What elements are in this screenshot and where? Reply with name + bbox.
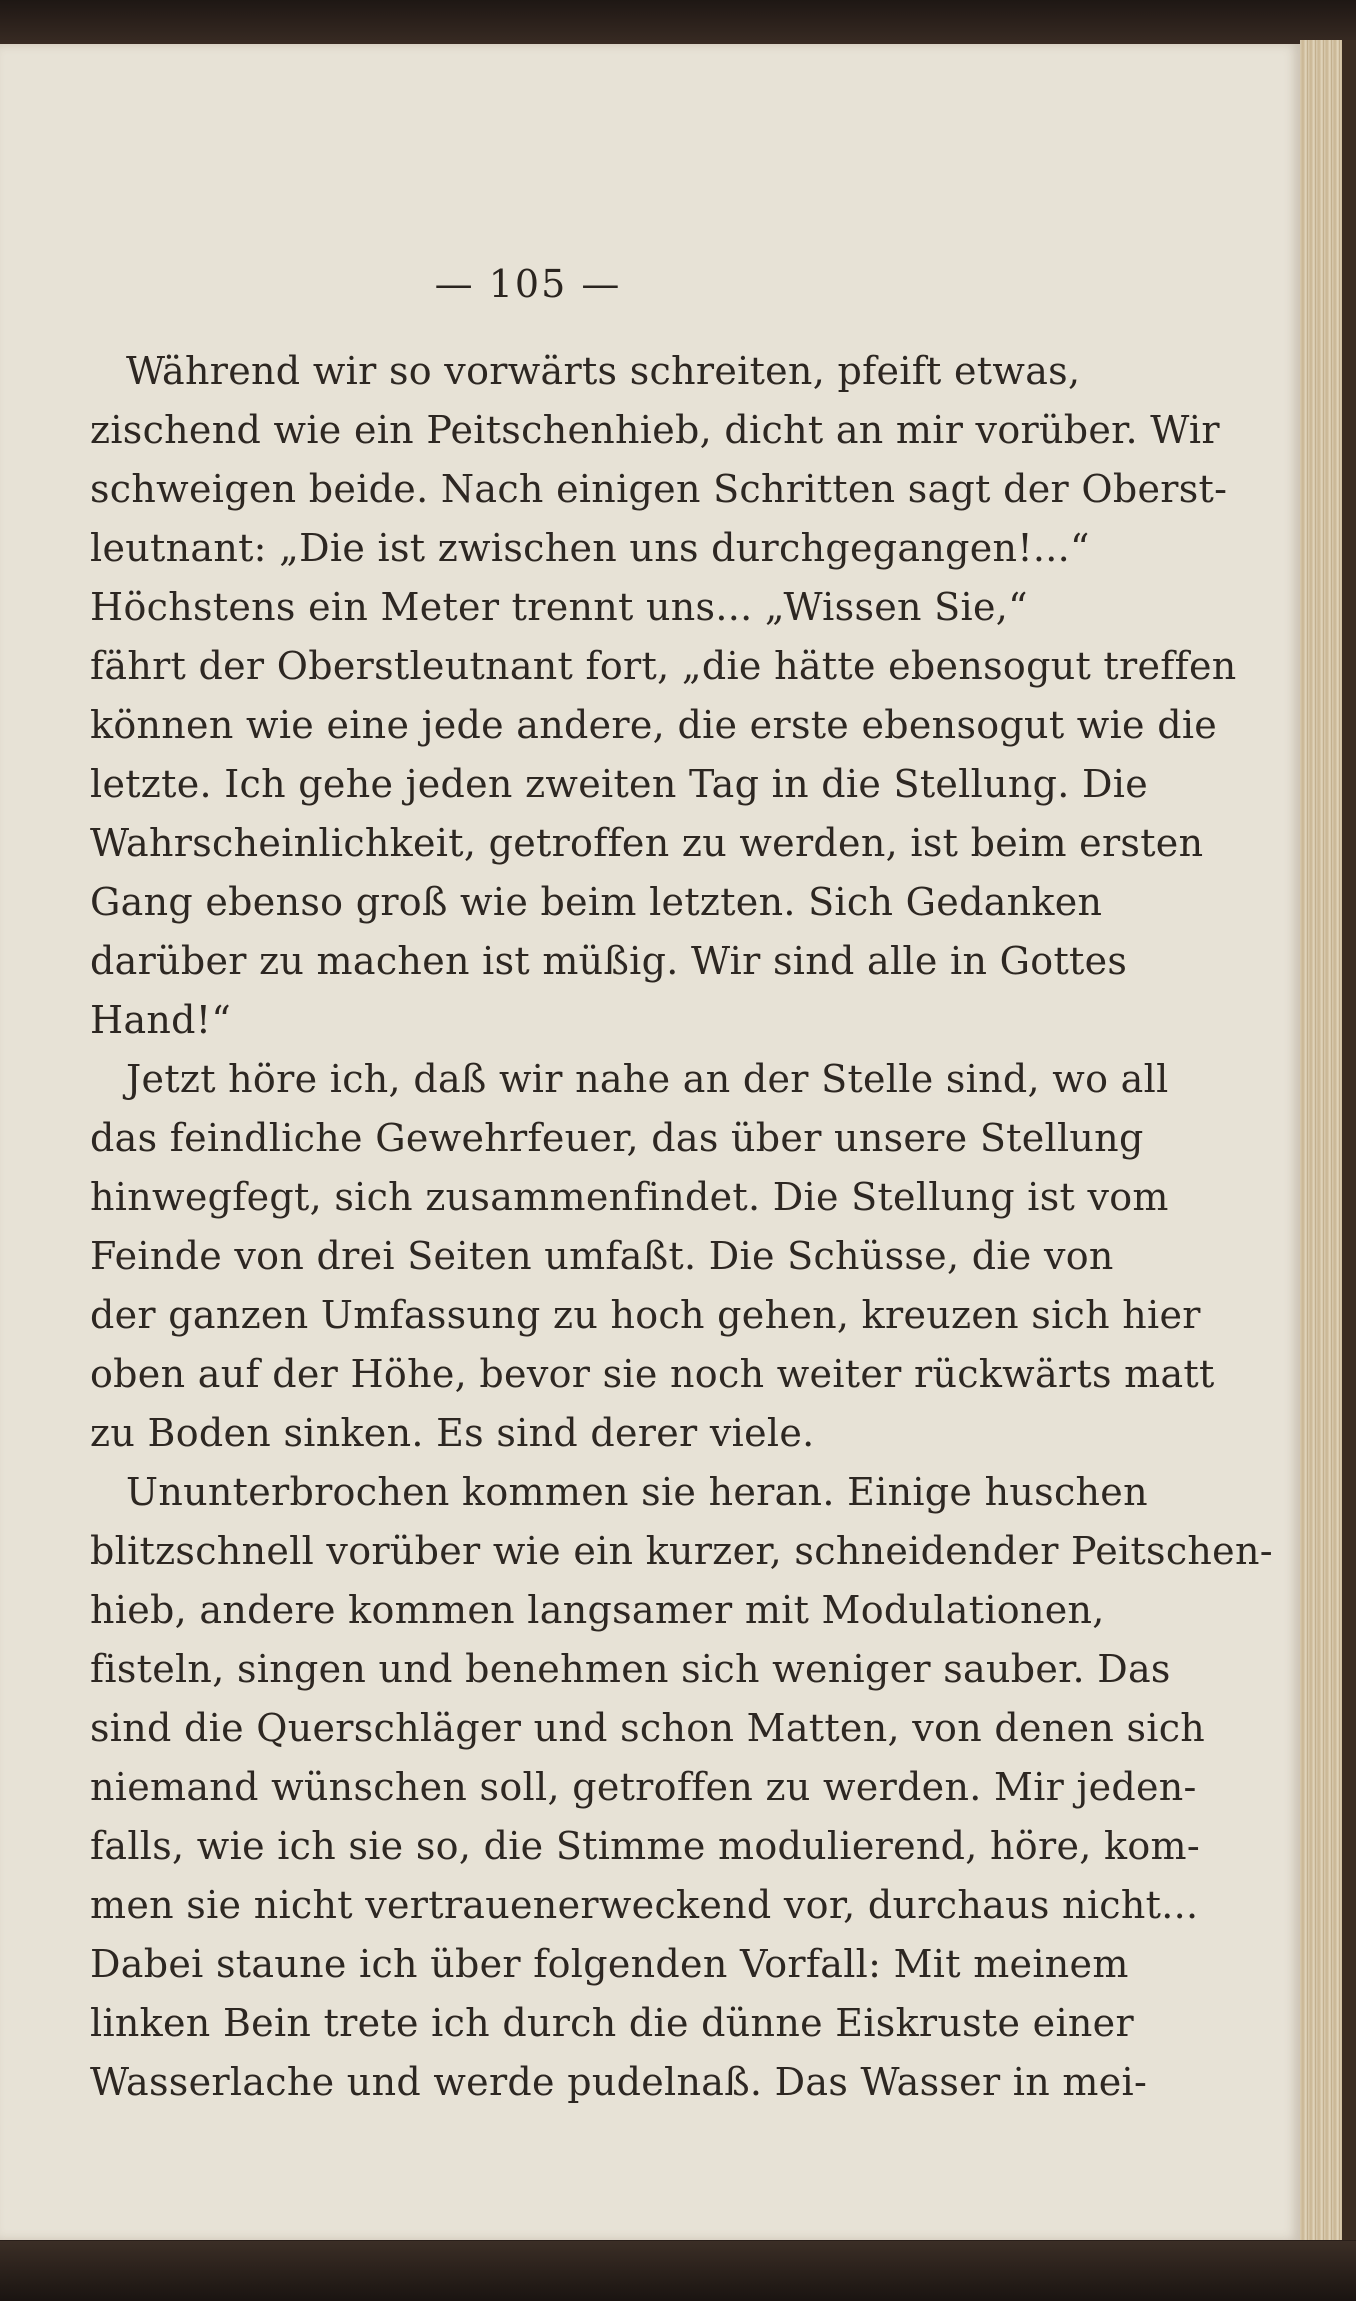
text-line: das feindliche Gewehrfeuer, das über unsere Stellung [90, 1116, 1144, 1160]
text-line: letzte. Ich gehe jeden zweiten Tag in die Stellung. Die [90, 762, 1149, 806]
text-line: Dabei staune ich über folgenden Vorfall: Mit meinem [90, 1942, 1129, 1986]
text-block [90, 342, 1273, 2112]
text-line: blitzschnell vorüber wie ein kurzer, schneidender Peitschen- [90, 1529, 1273, 1573]
book-page [0, 44, 1300, 2240]
text-line: der ganzen Umfassung zu hoch gehen, kreuzen sich hier [90, 1293, 1201, 1337]
text-line: leutnant: „Die ist zwischen uns durchgegangen!...“ [90, 526, 1090, 570]
page-stack-edge [1300, 40, 1356, 2240]
text-line: Feinde von drei Seiten umfaßt. Die Schüsse, die von [90, 1234, 1114, 1278]
text-line: niemand wünschen soll, getroffen zu werden. Mir jeden- [90, 1765, 1197, 1809]
text-line: Während wir so vorwärts schreiten, pfeift etwas, [126, 349, 1081, 393]
text-line: zischend wie ein Peitschenhieb, dicht an mir vorüber. Wir [90, 408, 1220, 452]
text-line: sind die Querschläger und schon Matten, von denen sich [90, 1706, 1206, 1750]
text-line: linken Bein trete ich durch die dünne Eiskruste einer [90, 2001, 1134, 2045]
text-line: Höchstens ein Meter trennt uns... „Wissen Sie,“ [90, 585, 1028, 629]
book-top-edge [0, 0, 1356, 48]
book-bottom-edge [0, 2241, 1356, 2301]
text-line: Wasserlache und werde pudelnaß. Das Wasser in mei- [90, 2060, 1148, 2104]
text-line: darüber zu machen ist müßig. Wir sind alle in Gottes [90, 939, 1128, 983]
text-line: zu Boden sinken. Es sind derer viele. [90, 1411, 815, 1455]
text-line: Ununterbrochen kommen sie heran. Einige huschen [126, 1470, 1148, 1514]
text-line: fährt der Oberstleutnant fort, „die hätte ebensogut treffen [90, 644, 1237, 688]
text-line: schweigen beide. Nach einigen Schritten sagt der Oberst- [90, 467, 1228, 511]
text-line: oben auf der Höhe, bevor sie noch weiter rückwärts matt [90, 1352, 1215, 1396]
text-line: hieb, andere kommen langsamer mit Modulationen, [90, 1588, 1105, 1632]
text-line: hinwegfegt, sich zusammenfindet. Die Stellung ist vom [90, 1175, 1169, 1219]
text-line: Hand!“ [90, 998, 232, 1042]
text-line: falls, wie ich sie so, die Stimme modulierend, höre, kom- [90, 1824, 1200, 1868]
text-line: men sie nicht vertrauenerweckend vor, durchaus nicht... [90, 1883, 1199, 1927]
text-line: Wahrscheinlichkeit, getroffen zu werden, ist beim ersten [90, 821, 1204, 865]
text-line: Jetzt höre ich, daß wir nahe an der Stelle sind, wo all [126, 1057, 1169, 1101]
page-number: — 105 — [434, 262, 622, 306]
text-line: Gang ebenso groß wie beim letzten. Sich Gedanken [90, 880, 1103, 924]
text-line: fisteln, singen und benehmen sich weniger sauber. Das [90, 1647, 1171, 1691]
text-line: können wie eine jede andere, die erste ebensogut wie die [90, 703, 1218, 747]
